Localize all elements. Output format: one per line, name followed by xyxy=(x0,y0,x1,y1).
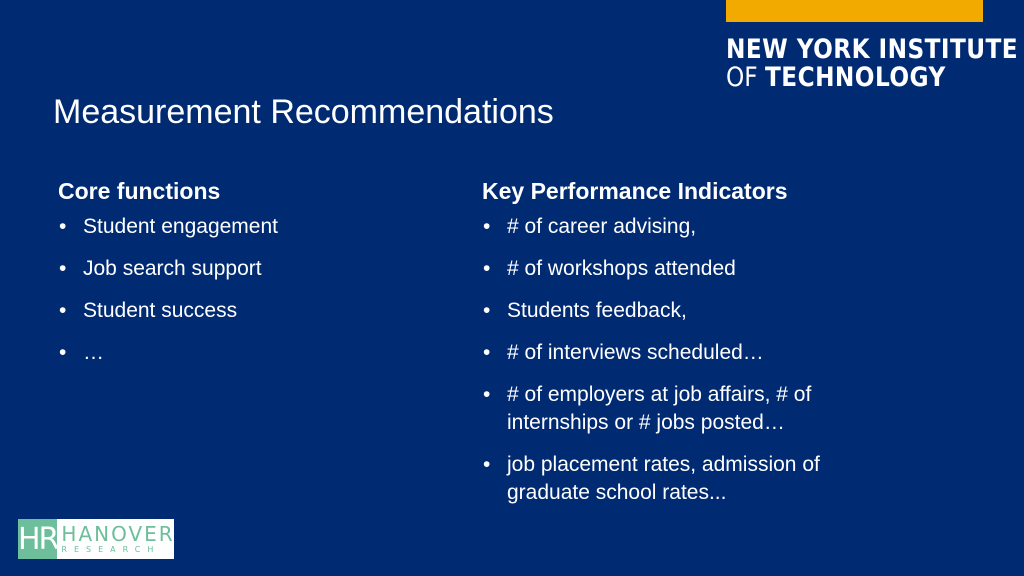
slide-title: Measurement Recommendations xyxy=(53,93,554,131)
hanover-wordmark xyxy=(57,523,174,555)
logo-line-1: NEW YORK INSTITUTE xyxy=(726,34,1019,65)
list-item: • Students feedback, xyxy=(482,297,882,325)
hanover-subtitle: RESEARCH xyxy=(61,545,161,554)
list-item: • Student engagement xyxy=(58,213,438,241)
list-item: • … xyxy=(58,339,438,367)
hr-logo-mark: HR xyxy=(18,519,57,559)
core-functions-column xyxy=(58,178,438,381)
list-item: • Job search support xyxy=(58,255,438,283)
logo-line-2 xyxy=(726,64,1018,92)
nyit-logo xyxy=(726,36,1024,93)
hanover-name: HANOVER xyxy=(61,522,175,546)
accent-bar xyxy=(726,0,983,22)
logo-technology: TECHNOLOGY xyxy=(765,62,946,94)
core-functions-list xyxy=(58,213,438,367)
kpi-column xyxy=(482,178,882,521)
logo-of: OF xyxy=(726,62,758,94)
hanover-research-logo xyxy=(18,519,174,559)
kpi-list xyxy=(482,213,882,507)
kpi-heading: Key Performance Indicators xyxy=(482,178,788,204)
list-item: • # of employers at job affairs, # of internships or # jobs posted… xyxy=(482,381,882,437)
list-item: • Student success xyxy=(58,297,438,325)
list-item: • job placement rates, admission of graduate school rates... xyxy=(482,451,882,507)
list-item: • # of career advising, xyxy=(482,213,882,241)
list-item: • # of interviews scheduled… xyxy=(482,339,882,367)
core-functions-heading: Core functions xyxy=(58,178,221,204)
list-item: • # of workshops attended xyxy=(482,255,882,283)
